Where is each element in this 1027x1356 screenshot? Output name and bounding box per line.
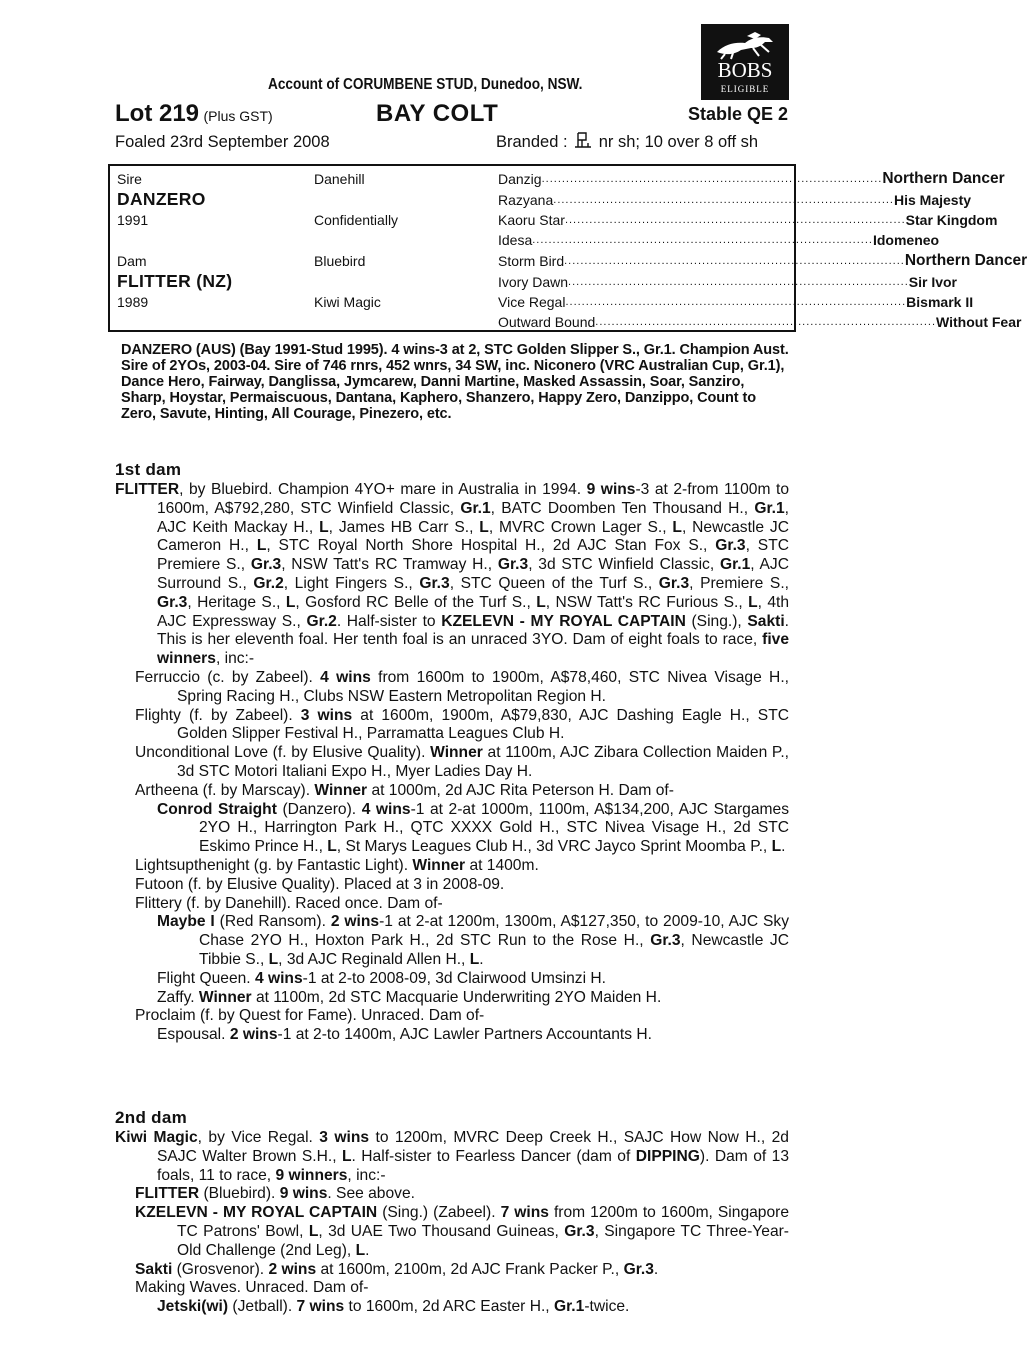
- bold-text: five winners: [157, 631, 789, 668]
- progeny-entry: [135, 1007, 789, 1026]
- bold-text: Gr.3: [715, 537, 746, 555]
- text-run: Flighty (f. by Zabeel).: [135, 706, 301, 724]
- text-run: , Premiere S.,: [689, 574, 789, 592]
- brand-description: [496, 131, 758, 152]
- bold-text: FLITTER: [115, 481, 180, 498]
- progeny-entry: [135, 669, 789, 707]
- grandparent-row: Razyana .................................................................................... His Majesty: [498, 192, 972, 208]
- brand-mark-icon: [574, 131, 592, 149]
- bold-text: 9 wins: [586, 481, 636, 498]
- text-run: , 4th AJC Expressway S.,: [157, 593, 790, 630]
- bold-text: L: [469, 950, 480, 968]
- bold-text: FLITTER: [135, 1185, 200, 1203]
- text-run: from 1600m to 1900m, A$78,460, STC Nivea Visage H., Spring Racing H., Clubs NSW Eastern Metropolitan Region H.: [177, 668, 789, 705]
- foaled-date: Foaled 23rd September 2008: [115, 133, 330, 151]
- logo-text: BOBS: [717, 58, 773, 82]
- bold-text: L: [341, 1147, 352, 1165]
- bold-text: Gr.1: [460, 499, 491, 517]
- progeny-entry: [157, 989, 789, 1008]
- text-run: Flight Queen.: [157, 969, 255, 987]
- text-run: .: [479, 950, 484, 968]
- branded-label: Branded :: [496, 133, 568, 151]
- bold-text: Sakti: [747, 612, 785, 630]
- horse-description: BAY COLT: [376, 100, 499, 127]
- progeny-entry: [135, 744, 789, 782]
- bold-text: Gr.3: [419, 574, 450, 592]
- bold-text: Maybe I: [157, 913, 215, 931]
- text-run: at 1000m, 2d AJC Rita Peterson H. Dam of-: [367, 781, 674, 799]
- lot-number: [115, 100, 273, 128]
- dam-dam: Kiwi Magic: [314, 294, 381, 310]
- progeny-entry: [135, 876, 789, 895]
- bold-text: Kiwi Magic: [115, 1129, 198, 1146]
- bold-text: L: [771, 838, 782, 856]
- sire-summary: DANZERO (AUS) (Bay 1991-Stud 1995). 4 wins-3 at 2, STC Golden Slipper S., Gr.1. Champion Aust. Sire of 2YOs, 2003-04. Sire of 746 rnrs, 452 wnrs, 34 SW, inc. Niconero (VRC Australian Cup, Gr.1), Dance Hero, Fairway, Danglissa, Jymcarew, Danni Martine, Masked Assassin, Soar, Sanziro, Sharp, Hoystar, Permaiscuous, Dantana, Kaphero, Shanzero, Happy Zero, Danzippo, Count to Zero, Savute, Hinting, All Courage, Pinezero, etc.: [121, 342, 789, 422]
- bold-text: Winner: [314, 781, 368, 799]
- dam-sire: Bluebird: [314, 253, 366, 269]
- bold-text: L: [479, 518, 489, 536]
- text-run: , Newcastle JC Cameron H.,: [157, 518, 789, 555]
- bold-text: 7 wins: [296, 1298, 345, 1316]
- text-run: , 3d AJC Reginald Allen H.,: [278, 950, 470, 968]
- sire-name: DANZERO: [117, 189, 206, 209]
- text-run: , STC Royal North Shore Hospital H., 2d AJC Stan Fox S.,: [266, 537, 716, 555]
- text-run: Lightsupthenight (g. by Fantastic Light).: [135, 856, 413, 874]
- gst-note: (Plus GST): [203, 108, 273, 124]
- text-run: , Light Fingers S.,: [283, 574, 420, 592]
- progeny-entry: [135, 1261, 789, 1280]
- text-run: (Sing.),: [685, 612, 748, 630]
- text-run: , Singapore TC Three-Year-Old Challenge (2nd Leg),: [177, 1222, 790, 1259]
- bold-text: Gr.3: [650, 932, 681, 950]
- bold-text: Sakti: [135, 1260, 173, 1278]
- sire-year: 1991: [117, 212, 149, 228]
- bold-text: Gr.3: [658, 574, 690, 592]
- text-run: to 1200m, MVRC Deep Creek H., SAJC How Now H., 2d SAJC Walter Brown S.H.,: [157, 1129, 789, 1165]
- text-run: , AJC Keith Mackay H.,: [157, 499, 789, 536]
- progeny-entry: [157, 1026, 789, 1045]
- text-run: , James HB Carr S.,: [328, 518, 480, 536]
- text-run: , AJC Surround S.,: [157, 556, 789, 592]
- bold-text: 3 wins: [319, 1129, 370, 1146]
- text-run: Espousal.: [157, 1026, 230, 1044]
- bold-text: 4 wins: [361, 800, 411, 818]
- first-dam-section: [115, 481, 789, 1045]
- text-run: at 1600m, 1900m, A$79,830, AJC Dashing Eagle H., STC Golden Slipper Festival H., Parramatta Leagues Club H.: [177, 706, 789, 743]
- bold-text: L: [327, 838, 337, 856]
- text-run: at 1600m, 2100m, 2d AJC Frank Packer P.,: [316, 1260, 624, 1278]
- progeny-entry: [157, 913, 789, 969]
- first-dam-heading: 1st dam: [115, 460, 182, 479]
- bobs-eligible-logo: [701, 24, 789, 100]
- grandparent-row: Storm Bird .................................................................................... Northern Dancer: [498, 252, 1027, 269]
- bold-text: L: [748, 593, 758, 611]
- bold-text: 2 wins: [330, 913, 380, 931]
- bold-text: Winner: [412, 856, 466, 874]
- text-run: -1 at 2-at 1000m, 1100m, A$134,200, AJC Stargames 2YO H., Harrington Park H., QTC XXXX Gold H., STC Nivea Visage H., 2d STC Eskimo Prince H.,: [199, 800, 789, 856]
- bold-text: 3 wins: [300, 706, 353, 724]
- bold-text: L: [319, 518, 329, 536]
- text-run: Artheena (f. by Marscay).: [135, 781, 315, 799]
- bold-text: KZELEVN - MY ROYAL CAPTAIN: [441, 612, 686, 630]
- bold-text: L: [268, 950, 279, 968]
- bold-text: L: [308, 1222, 319, 1240]
- text-run: .: [781, 838, 786, 856]
- text-run: Futoon (f. by Elusive Quality). Placed at 3 in 2008-09.: [135, 875, 505, 893]
- progeny-entry: [157, 801, 789, 857]
- text-run: (Bluebird).: [199, 1185, 280, 1203]
- lot-label: Lot 219: [115, 100, 200, 127]
- text-run: .: [365, 1241, 370, 1259]
- bold-text: KZELEVN - MY ROYAL CAPTAIN: [135, 1204, 378, 1222]
- text-run: Zaffy.: [157, 988, 199, 1006]
- progeny-entry: [157, 970, 789, 989]
- dam-name: FLITTER (NZ): [117, 271, 233, 291]
- bold-text: Gr.3: [623, 1260, 654, 1278]
- text-run: . Half-sister to: [336, 612, 442, 630]
- text-run: . Half-sister to Fearless Dancer (dam of: [351, 1147, 636, 1165]
- bold-text: 7 wins: [500, 1204, 549, 1222]
- text-run: , STC Premiere S.,: [157, 537, 789, 574]
- stable-location: Stable QE 2: [687, 104, 788, 124]
- bold-text: Jetski(wi): [157, 1298, 229, 1316]
- text-run: , NSW Tatt's RC Furious S.,: [545, 593, 749, 611]
- sire-sire: Danehill: [314, 171, 365, 187]
- progeny-entry: [135, 1185, 789, 1204]
- progeny-entry: [135, 1279, 789, 1298]
- bold-text: L: [536, 593, 546, 611]
- bold-text: DIPPING: [635, 1147, 700, 1165]
- progeny-entry: [135, 895, 789, 914]
- horse-jockey-icon: [711, 30, 779, 60]
- text-run: .: [653, 1260, 659, 1278]
- text-run: . See above.: [327, 1185, 415, 1203]
- text-run: from 1200m to 1600m, Singapore TC Patrons' Bowl,: [177, 1204, 789, 1240]
- progeny-entry: [135, 1204, 789, 1260]
- text-run: ). Dam of 13 foals, 11 to race,: [157, 1147, 790, 1184]
- bold-text: L: [256, 537, 267, 555]
- bold-text: 4 wins: [320, 668, 371, 686]
- progeny-entry: [115, 1129, 789, 1185]
- text-run: Flittery (f. by Danehill). Raced once. Dam of-: [135, 894, 443, 912]
- bold-text: Gr.3: [564, 1222, 595, 1240]
- grandparent-row: Idesa .................................................................................... Idomeneo: [498, 232, 940, 248]
- bold-text: Gr.2: [306, 612, 337, 630]
- bold-text: 9 winners: [275, 1166, 348, 1184]
- grandparent-row: Kaoru Star .................................................................................... Star Kingdom: [498, 212, 998, 228]
- bold-text: L: [672, 518, 682, 536]
- bold-text: 9 wins: [279, 1185, 328, 1203]
- text-run: (Jetball).: [228, 1298, 297, 1316]
- logo-subtext: ELIGIBLE: [720, 84, 770, 94]
- bold-text: Gr.1: [754, 499, 785, 517]
- text-run: (Danzero).: [276, 800, 362, 818]
- text-run: at 1100m, AJC Zibara Collection Maiden P., 3d STC Motori Italiani Expo H., Myer Ladies Day H.: [177, 744, 789, 780]
- text-run: Making Waves. Unraced. Dam of-: [135, 1279, 369, 1297]
- bold-text: L: [355, 1241, 366, 1259]
- text-run: to 1600m, 2d ARC Easter H.,: [344, 1298, 554, 1316]
- grandparent-row: Ivory Dawn .................................................................................... Sir Ivor: [498, 274, 957, 290]
- progeny-entry: [135, 707, 789, 745]
- bold-text: 2 wins: [229, 1026, 278, 1044]
- bold-text: Conrod Straight: [157, 800, 277, 818]
- progeny-entry: [157, 1298, 789, 1317]
- text-run: at 1100m, 2d STC Macquarie Underwriting 2YO Maiden H.: [251, 988, 662, 1006]
- vendor-account: Account of CORUMBENE STUD, Dunedoo, NSW.: [268, 76, 583, 93]
- text-run: , BATC Doomben Ten Thousand H.,: [490, 499, 755, 517]
- text-run: (Grosvenor).: [172, 1260, 269, 1278]
- text-run: , St Marys Leagues Club H., 3d VRC Jayco Sprint Moomba P.,: [336, 838, 772, 856]
- bold-text: Winner: [430, 744, 483, 762]
- grandparent-row: Outward Bound .................................................................................... Without Fear: [498, 314, 1022, 330]
- bold-text: Gr.2: [253, 574, 284, 592]
- text-run: , inc:-: [347, 1166, 386, 1184]
- text-run: , by Vice Regal.: [197, 1129, 320, 1146]
- grandparent-row: Vice Regal .................................................................................... Bismark II: [498, 294, 974, 310]
- text-run: Unconditional Love (f. by Elusive Quality).: [135, 744, 431, 762]
- text-run: , Gosford RC Belle of the Turf S.,: [295, 593, 537, 611]
- text-run: , 3d UAE Two Thousand Guineas,: [318, 1222, 565, 1240]
- bold-text: Winner: [198, 988, 252, 1006]
- text-run: (Red Ransom).: [214, 913, 331, 931]
- grandparent-row: Danzig .................................................................................... Northern Dancer: [498, 170, 1005, 187]
- text-run: Ferruccio (c. by Zabeel).: [135, 668, 321, 686]
- text-run: . This is her eleventh foal. Her tenth foal is an unraced 3YO. Dam of eight foals to race,: [157, 612, 789, 649]
- text-run: , Heritage S.,: [187, 593, 286, 611]
- text-run: -1 at 2-to 2008-09, 3d Clairwood Umsinzi H.: [302, 969, 606, 987]
- bold-text: Gr.3: [250, 556, 282, 574]
- bold-text: Gr.1: [719, 556, 751, 574]
- text-run: , 3d STC Winfield Classic,: [528, 556, 720, 574]
- text-run: , Newcastle JC Tibbie S.,: [199, 932, 789, 968]
- dam-year: 1989: [117, 294, 149, 310]
- text-run: -1 at 2-to 1400m, AJC Lawler Partners Accountants H.: [277, 1026, 652, 1044]
- text-run: -3 at 2-from 1100m to 1600m, A$792,280, STC Winfield Classic,: [157, 481, 789, 517]
- pedigree-table: [108, 164, 1027, 332]
- text-run: , by Bluebird. Champion 4YO+ mare in Australia in 1994.: [179, 481, 587, 498]
- bold-text: Gr.1: [553, 1298, 585, 1316]
- bold-text: Gr.3: [497, 556, 529, 574]
- bold-text: 2 wins: [268, 1260, 317, 1278]
- text-run: , inc:-: [215, 650, 255, 668]
- dam-label: Dam: [117, 253, 147, 269]
- bold-text: L: [285, 593, 296, 611]
- second-dam-section: [115, 1129, 789, 1317]
- sire-label: Sire: [117, 171, 142, 187]
- text-run: -1 at 2-at 1200m, 1300m, A$127,350, to 2009-10, AJC Sky Chase 2YO H., Hoxton Park H., 2d STC Run to the Rose H.,: [199, 913, 790, 950]
- text-run: (Sing.) (Zabeel).: [377, 1204, 501, 1222]
- brand-detail: nr sh; 10 over 8 off sh: [598, 133, 759, 151]
- text-run: , NSW Tatt's RC Tramway H.,: [281, 556, 498, 574]
- second-dam-heading: 2nd dam: [115, 1108, 188, 1127]
- text-run: , MVRC Crown Lager S.,: [488, 518, 673, 536]
- sire-dam: Confidentially: [314, 212, 399, 228]
- bold-text: 4 wins: [254, 969, 303, 987]
- text-run: Proclaim (f. by Quest for Fame). Unraced. Dam of-: [135, 1007, 485, 1025]
- bold-text: Gr.3: [157, 593, 188, 611]
- text-run: at 1400m.: [465, 856, 539, 874]
- progeny-entry: [135, 782, 789, 801]
- text-run: , STC Queen of the Turf S.,: [449, 574, 659, 592]
- text-run: -twice.: [584, 1298, 630, 1316]
- progeny-entry: [115, 481, 789, 669]
- progeny-entry: [135, 857, 789, 876]
